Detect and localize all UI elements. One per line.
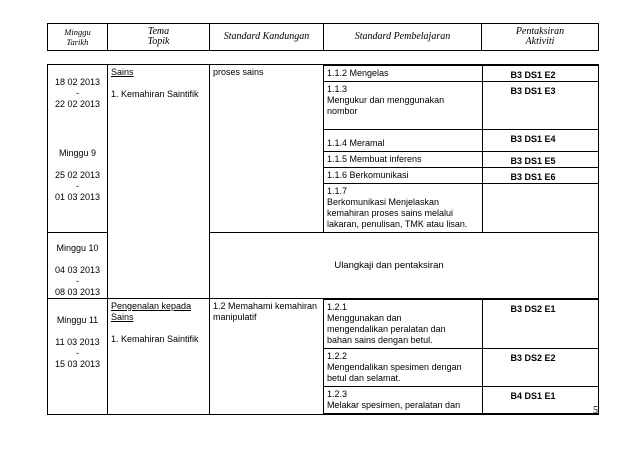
section1-sp-4: 1.1.5 Membuat inferens — [324, 152, 482, 168]
section1-sp-1: 1.1.2 Mengelas — [324, 66, 482, 82]
section2-text: Ulangkaji dan pentaksiran — [210, 233, 599, 299]
section3-code-1: B3 DS2 E1 — [482, 300, 599, 349]
section1-code-4: B3 DS1 E5 — [482, 152, 599, 168]
section1-row — [48, 65, 599, 233]
section3-code-2: B3 DS2 E2 — [482, 349, 599, 387]
section1-sub-row — [324, 152, 599, 168]
header-tema-topik: Tema Topik — [108, 24, 210, 51]
section3-sp-2: 1.2.2 Mengendalikan spesimen dengan betul dan selamat. — [324, 349, 482, 387]
section1-topik: 1. Kemahiran Saintifik — [111, 89, 199, 99]
section1-code-1: B3 DS1 E2 — [482, 66, 599, 82]
section1-sub-table — [324, 65, 599, 232]
section3-topik: 1. Kemahiran Saintifik — [111, 334, 199, 344]
header-pentaksiran-aktiviti: Pentaksiran Aktiviti — [482, 24, 599, 51]
header-minggu-tarikh: Minggu Tarikh — [48, 24, 108, 51]
section1-code-2: B3 DS1 E3 — [482, 82, 599, 130]
section1-sp-2: 1.1.3 Mengukur dan menggunakan nombor — [324, 82, 482, 130]
section1-sp-3: 1.1.4 Meramal — [324, 130, 482, 152]
section3-sub-table — [324, 299, 599, 414]
section3-sub-row — [324, 349, 599, 387]
section3-sp-3: 1.2.3 Melakar spesimen, peralatan dan — [324, 387, 482, 414]
section1-date-b: Minggu 9 25 02 2013 - 01 03 2013 — [54, 148, 101, 202]
section1-tema-topik — [108, 65, 210, 233]
section2-row — [48, 233, 599, 299]
section3-code-3: B4 DS1 E1 — [482, 387, 599, 414]
section1-code-3: B3 DS1 E4 — [482, 130, 599, 152]
section1-sub-row — [324, 130, 599, 152]
page-number: 5 — [593, 405, 598, 416]
schedule-table — [47, 64, 599, 415]
section3-kandungan: 1.2 Memahami kemahiran manipulatif — [210, 299, 324, 415]
section1-kandungan: proses sains — [210, 65, 324, 233]
section2-date-cell: Minggu 10 04 03 2013 - 08 03 2013 — [48, 233, 108, 299]
section1-sub-row — [324, 66, 599, 82]
section1-code-6 — [482, 184, 599, 233]
section1-sub-row — [324, 184, 599, 233]
section3-date-cell: Minggu 11 11 03 2013 - 15 03 2013 — [48, 299, 108, 415]
section1-code-5: B3 DS1 E6 — [482, 168, 599, 184]
section1-sp-5: 1.1.6 Berkomunikasi — [324, 168, 482, 184]
section1-sp-6: 1.1.7 Berkomunikasi Menjelaskan kemahiran proses sains melalui lakaran, penulisan, TMK atau lisan. — [324, 184, 482, 233]
header-standard-pembelajaran: Standard Pembelajaran — [324, 24, 482, 51]
section1-date-cell — [48, 65, 108, 233]
section1-sub-row — [324, 82, 599, 130]
header-standard-kandungan: Standard Kandungan — [210, 24, 324, 51]
section3-sub-row — [324, 387, 599, 414]
section1-sub-row — [324, 168, 599, 184]
section3-tema: Pengenalan kepada Sains — [111, 301, 192, 322]
section3-sp-1: 1.2.1 Menggunakan dan mengendalikan peralatan dan bahan sains dengan betul. — [324, 300, 482, 349]
section3-tema-topik — [108, 299, 210, 415]
section1-date-a: 18 02 2013 - 22 02 2013 — [54, 77, 101, 109]
header-table — [47, 23, 599, 51]
section3-sub-row — [324, 300, 599, 349]
section3-row — [48, 299, 599, 415]
section1-tema: Sains — [111, 67, 134, 77]
